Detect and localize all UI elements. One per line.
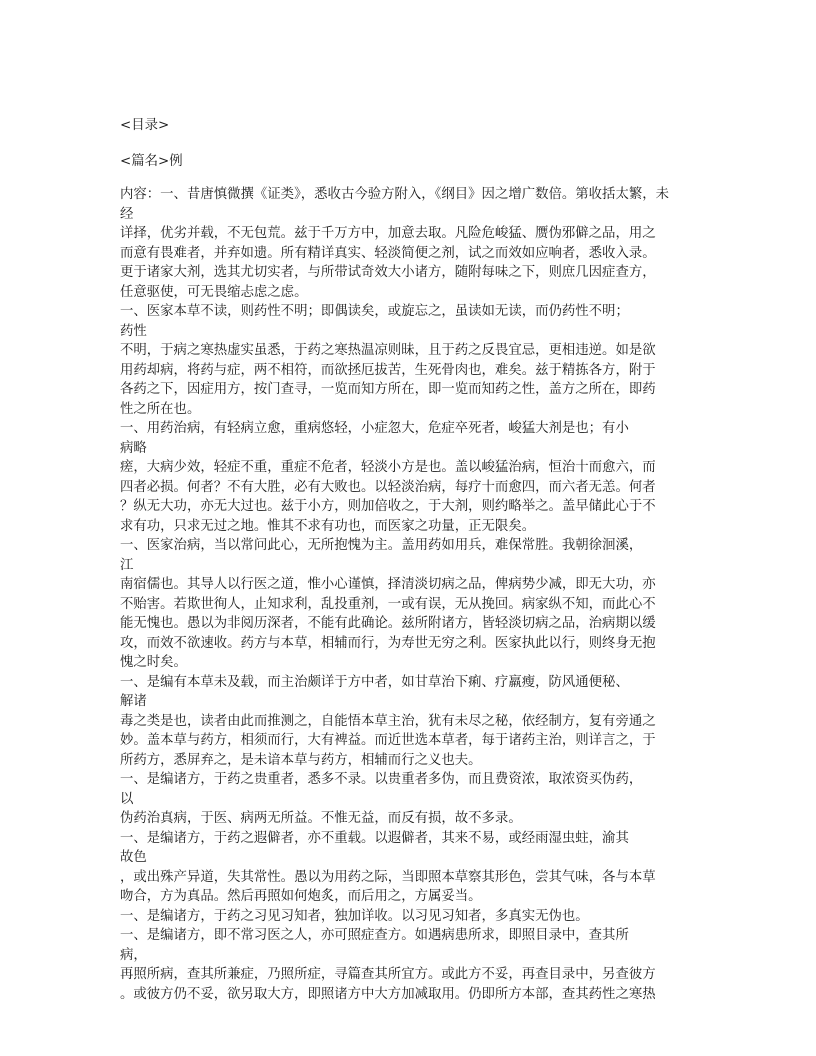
text-line: 吻合，方为真品。然后再照如何炮炙，而后用之，方属妥当。 bbox=[120, 889, 482, 904]
text-line: 故色 bbox=[120, 850, 147, 865]
text-line: 瘥，大病少效，轻症不重，重症不危者，轻淡小方是也。盖以峻猛治病，恒治十而愈六，而 bbox=[120, 460, 656, 475]
text-line: 而意有畏难者，并弃如遗。所有精详真实、轻淡简便之剂，试之而效如应响者，悉收入录。 bbox=[120, 245, 656, 261]
text-line: 更于诸家大剂，选其尤切实者，与所带试奇效大小诸方，随附每味之下，则庶几因症查方， bbox=[120, 265, 656, 280]
text-line: 一、是编诸方，于药之遐僻者，亦不重载。以遐僻者，其来不易，或经雨湿虫蛀，渝其 bbox=[120, 830, 629, 846]
text-line: 不明，于病之寒热虚实虽悉，于药之寒热温凉则昧，且于药之反畏宜忌，更相违逆。如是欲 bbox=[120, 343, 656, 358]
text-line: 内容：一、昔唐慎微撰《证类》，悉收古今验方附入，《纲目》因之增广数倍。第收括太繁，未 bbox=[120, 187, 670, 202]
text-line: 一、是编有本草未及载，而主治颇详于方中者，如甘草治下痢、疗羸瘦，防风通便秘、 bbox=[120, 674, 629, 690]
text-line: 所药方，悉屏弃之，是未谙本草与药方，相辅而行之义也夫。 bbox=[120, 752, 482, 768]
section-heading: <篇名>例 bbox=[120, 154, 183, 169]
text-line: 不贻害。若欺世徇人，止知求利，乱投重剂，一或有误，无从挽回。病家纵不知，而此心不 bbox=[120, 596, 656, 612]
text-line: ？纵无大功，亦无大过也。兹于小方，则加倍收之，于大剂，则约略举之。盖早储此心于不 bbox=[120, 499, 656, 514]
toc-heading: <目录> bbox=[120, 118, 170, 133]
document-body bbox=[120, 185, 692, 1004]
text-line: 各药之下，因症用方，按门查寻，一览而知方所在，即一览而知药之性，盖方之所在，即药 bbox=[120, 382, 656, 397]
text-line: 妙。盖本草与药方，相须而行，大有裨益。而近世选本草者，每于诸药主治，则详言之，于 bbox=[120, 733, 656, 748]
text-line: 一、是编诸方，即不常习医之人，亦可照症查方。如遇病患所求，即照目录中，查其所 bbox=[120, 928, 629, 943]
text-line: 药性 bbox=[120, 323, 147, 339]
text-line: ，或出殊产异道，失其常性。愚以为用药之际，当即照本草察其形色，尝其气味，各与本草 bbox=[120, 869, 656, 885]
text-line: 愧之时矣。 bbox=[120, 655, 187, 670]
text-line: 一、用药治病，有轻病立愈，重病悠轻，小症忽大，危症卒死者，峻猛大剂是也；有小 bbox=[120, 421, 629, 436]
text-line: 一、医家本草不读，则药性不明；即偶读矣，或旋忘之，虽读如无读，而仍药性不明； bbox=[120, 304, 629, 319]
text-line: 病略 bbox=[120, 440, 147, 456]
text-line: 毒之类是也，读者由此而推测之，自能悟本草主治，犹有未尽之秘，依经制方，复有旁通之 bbox=[120, 713, 656, 729]
text-line: 南宿儒也。其导人以行医之道，惟小心谨慎，择清淡切病之品，俾病势少减，即无大功，亦 bbox=[120, 577, 656, 592]
text-line: 江 bbox=[120, 557, 134, 573]
text-line: 用药却病，将药与症，两不相符，而欲拯厄拔苦，生死骨肉也，难矣。兹于精拣各方，附于 bbox=[120, 362, 656, 378]
text-line: 性之所在也。 bbox=[120, 401, 201, 417]
text-line: 详择，优劣并载，不无包荒。兹于千万方中，加意去取。凡险危峻猛、赝伪邪僻之品，用之 bbox=[120, 226, 656, 241]
text-line: 任意驱使，可无畏缩忐虑之虑。 bbox=[120, 284, 308, 300]
text-line: 一、医家治病，当以常问此心，无所抱愧为主。盖用药如用兵，难保常胜。我朝徐洄溪， bbox=[120, 538, 643, 553]
text-line: 一、是编诸方，于药之贵重者，悉多不录。以贵重者多伪，而且费资浓，取浓资买伪药， bbox=[120, 772, 643, 787]
text-line: 病， bbox=[120, 947, 147, 963]
text-line: 。或彼方仍不妥，欲另取大方，即照诸方中大方加减取用。仍即所方本部，查其药性之寒热 bbox=[120, 986, 656, 1002]
text-line: 解诸 bbox=[120, 694, 147, 709]
text-line: 能无愧也。愚以为非阅历深者，不能有此确论。兹所附诸方，皆轻淡切病之品，治病期以缓 bbox=[120, 616, 656, 631]
text-line: 一、是编诸方，于药之习见习知者，独加详收。以习见习知者，多真实无伪也。 bbox=[120, 908, 589, 924]
text-line: 求有功，只求无过之地。惟其不求有功也，而医家之功量，正无限矣。 bbox=[120, 518, 536, 534]
text-line: 伪药治真病，于医、病两无所益。不惟无益，而反有损，故不多录。 bbox=[120, 811, 522, 826]
text-line: 以 bbox=[120, 791, 134, 807]
text-line: 四者必损。何者？不有大胜，必有大败也。以轻淡治病，每疗十而愈四，而六者无恙。何者 bbox=[120, 479, 656, 495]
text-line: 攻，而效不欲速收。药方与本草，相辅而行，为寿世无穷之利。医家执此以行，则终身无抱 bbox=[120, 635, 656, 651]
text-line: 再照所病，查其所兼症，乃照所症，寻篇查其所宜方。或此方不妥，再查目录中，另查彼方 bbox=[120, 967, 656, 982]
text-line: 经 bbox=[120, 206, 134, 222]
